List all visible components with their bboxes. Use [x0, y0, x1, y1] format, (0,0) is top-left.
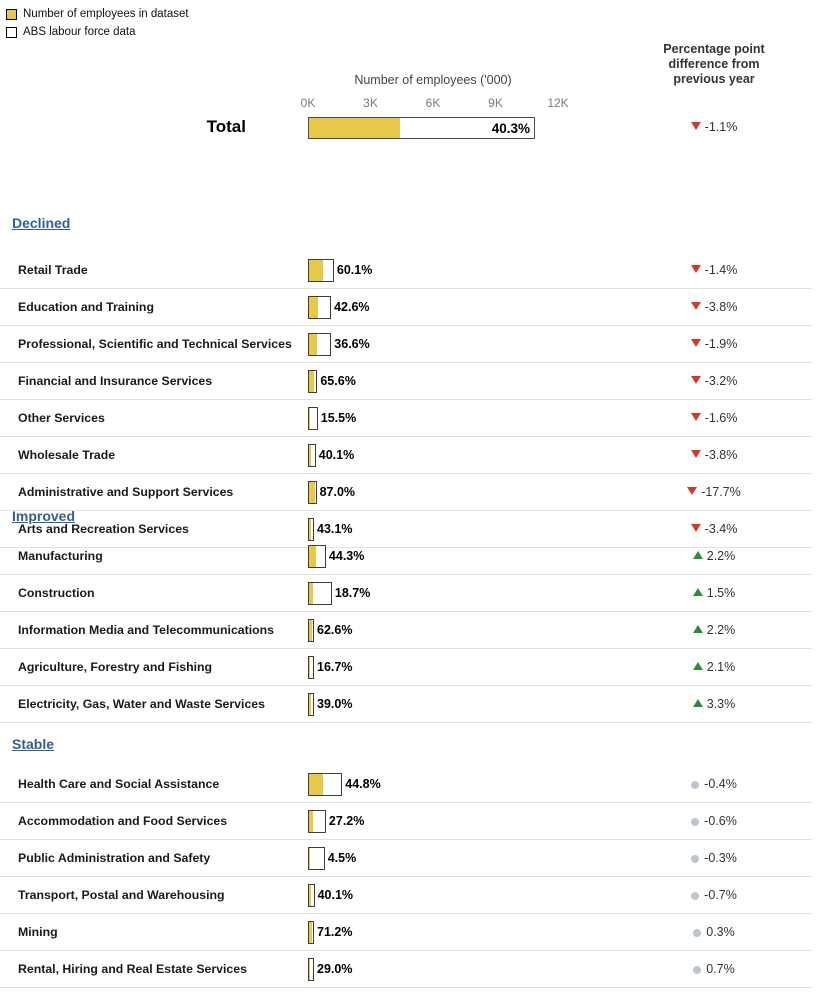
circle-flat-icon — [691, 855, 699, 863]
legend-swatch-icon — [6, 27, 17, 38]
circle-flat-icon — [693, 929, 701, 937]
x-axis-tick-label: 9K — [488, 96, 503, 110]
bar-fill — [309, 445, 311, 466]
bar-value-label: 40.1% — [317, 888, 354, 902]
bar-fill — [309, 959, 310, 980]
bar-fill — [309, 657, 310, 678]
bar-value-label: 18.7% — [334, 586, 371, 600]
total-row — [0, 113, 827, 143]
axis-title: Number of employees ('000) — [354, 73, 512, 87]
delta-value: 2.2% — [706, 623, 736, 637]
table-row[interactable] — [0, 474, 812, 511]
bar-track — [308, 847, 325, 870]
bar-value-label: 65.6% — [320, 374, 356, 388]
row-label: Mining — [18, 925, 58, 939]
bar-fill — [309, 297, 318, 318]
group-heading-declined[interactable]: Declined — [12, 215, 71, 231]
row-label: Manufacturing — [18, 549, 103, 563]
delta-value: -0.4% — [704, 777, 737, 791]
x-axis-ticks — [300, 96, 569, 110]
row-label: Transport, Postal and Warehousing — [18, 888, 225, 902]
delta-cell — [620, 888, 808, 902]
bar-fill — [309, 694, 311, 715]
bar-track — [308, 773, 342, 796]
delta-value: -1.9% — [704, 337, 738, 351]
pp-difference-header — [620, 42, 808, 87]
delta-cell — [620, 623, 808, 637]
delta-cell — [620, 374, 808, 388]
bar-value-label: 4.5% — [327, 851, 357, 865]
bar-fill — [309, 774, 323, 795]
bar-track — [308, 582, 332, 605]
triangle-down-icon — [691, 265, 701, 273]
bar-track — [308, 545, 326, 568]
table-row[interactable] — [0, 803, 812, 840]
delta-cell — [620, 549, 808, 563]
total-bar-fill — [309, 118, 400, 138]
bar-track — [308, 481, 317, 504]
delta-cell — [620, 777, 808, 791]
delta-value: -1.4% — [704, 263, 738, 277]
pp-header-line1: Percentage point — [663, 42, 765, 56]
delta-value: 0.7% — [706, 962, 735, 976]
row-label: Information Media and Telecommunications — [18, 623, 274, 637]
row-label: Arts and Recreation Services — [18, 522, 189, 536]
delta-value: 1.5% — [706, 586, 736, 600]
pp-header-line2: difference from — [668, 57, 760, 71]
triangle-down-icon — [691, 122, 701, 130]
table-row[interactable] — [0, 649, 812, 686]
delta-value: -0.6% — [704, 814, 737, 828]
legend-item-dataset — [6, 6, 189, 22]
bar-track — [308, 259, 334, 282]
bar-fill — [309, 922, 312, 943]
delta-value: 3.3% — [706, 697, 736, 711]
table-row[interactable] — [0, 840, 812, 877]
bar-value-label: 60.1% — [336, 263, 373, 277]
table-row[interactable] — [0, 575, 812, 612]
row-label: Electricity, Gas, Water and Waste Services — [18, 697, 265, 711]
table-row[interactable] — [0, 914, 812, 951]
table-row[interactable] — [0, 951, 812, 988]
pp-header-line3: previous year — [673, 72, 755, 86]
bar-value-label: 27.2% — [328, 814, 365, 828]
triangle-down-icon — [691, 302, 701, 310]
bar-value-label: 87.0% — [319, 485, 356, 499]
bar-track — [308, 333, 331, 356]
bar-fill — [309, 811, 313, 832]
table-row[interactable] — [0, 363, 812, 400]
circle-flat-icon — [693, 966, 701, 974]
row-label: Financial and Insurance Services — [18, 374, 213, 388]
delta-cell — [620, 697, 808, 711]
row-label: Health Care and Social Assistance — [18, 777, 220, 791]
bar-track — [308, 444, 316, 467]
delta-value: 0.3% — [706, 925, 735, 939]
row-label: Wholesale Trade — [18, 448, 116, 462]
total-delta-value: -1.1% — [704, 120, 738, 134]
row-label: Accommodation and Food Services — [18, 814, 228, 828]
delta-cell — [620, 485, 808, 499]
chart-legend — [6, 6, 189, 42]
row-label: Education and Training — [18, 300, 154, 314]
bar-value-label: 44.3% — [328, 549, 365, 563]
group-heading-stable[interactable]: Stable — [12, 736, 55, 752]
triangle-down-icon — [691, 376, 701, 384]
bar-fill — [309, 371, 314, 392]
delta-cell — [620, 411, 808, 425]
delta-value: -0.3% — [704, 851, 737, 865]
delta-value: -3.4% — [704, 522, 738, 536]
circle-flat-icon — [691, 781, 699, 789]
row-label: Agriculture, Forestry and Fishing — [18, 660, 213, 674]
triangle-down-icon — [691, 413, 701, 421]
bar-fill — [309, 583, 313, 604]
delta-value: 2.1% — [706, 660, 736, 674]
delta-cell — [620, 962, 808, 976]
table-row[interactable] — [0, 612, 812, 649]
bar-value-label: 62.6% — [317, 623, 353, 637]
bar-track — [308, 921, 314, 944]
delta-cell — [620, 586, 808, 600]
row-label: Other Services — [18, 411, 105, 425]
delta-cell — [620, 660, 808, 674]
bar-track — [308, 407, 318, 430]
triangle-up-icon — [693, 699, 703, 707]
delta-cell — [620, 814, 808, 828]
table-row[interactable] — [0, 326, 812, 363]
row-label: Public Administration and Safety — [18, 851, 211, 865]
table-row[interactable] — [0, 252, 812, 289]
delta-value: -3.2% — [704, 374, 738, 388]
total-bar — [308, 117, 535, 139]
bar-track — [308, 370, 317, 393]
bar-fill — [309, 260, 323, 281]
bar-value-label: 15.5% — [320, 411, 357, 425]
bar-value-label: 40.1% — [318, 448, 355, 462]
row-label: Professional, Scientific and Technical Services — [18, 337, 292, 351]
triangle-down-icon — [687, 487, 697, 495]
x-axis-tick-label: 3K — [363, 96, 378, 110]
row-label: Rental, Hiring and Real Estate Services — [18, 962, 247, 976]
delta-cell — [620, 851, 808, 865]
total-bar-value: 40.3% — [491, 121, 531, 136]
delta-value: -17.7% — [701, 485, 741, 499]
total-delta — [620, 120, 808, 134]
bar-track — [308, 884, 315, 907]
x-axis-tick-label: 0K — [300, 96, 316, 110]
triangle-down-icon — [691, 524, 701, 532]
bar-value-label: 36.6% — [334, 337, 370, 351]
row-label: Construction — [18, 586, 95, 600]
bar-value-label: 42.6% — [334, 300, 370, 314]
table-row[interactable] — [0, 437, 812, 474]
legend-label-dataset: Number of employees in dataset — [23, 8, 189, 20]
legend-swatch-icon — [6, 9, 17, 20]
delta-cell — [620, 448, 808, 462]
bar-fill — [309, 620, 312, 641]
bar-track — [308, 958, 314, 981]
bar-fill — [309, 848, 310, 869]
delta-cell — [620, 300, 808, 314]
delta-cell — [620, 263, 808, 277]
table-row[interactable] — [0, 538, 812, 575]
triangle-down-icon — [691, 339, 701, 347]
row-label: Retail Trade — [18, 263, 88, 277]
x-axis-tick-label: 6K — [425, 96, 441, 110]
group-heading-improved[interactable]: Improved — [12, 508, 76, 524]
row-label: Administrative and Support Services — [18, 485, 234, 499]
legend-item-abs — [6, 24, 189, 40]
triangle-up-icon — [693, 625, 703, 633]
bar-fill — [309, 546, 316, 567]
delta-value: -1.6% — [704, 411, 738, 425]
total-label: Total — [206, 117, 246, 136]
bar-fill — [309, 885, 311, 906]
bar-track — [308, 693, 314, 716]
bar-track — [308, 619, 314, 642]
bar-track — [308, 656, 314, 679]
bar-value-label: 71.2% — [317, 925, 353, 939]
table-row[interactable] — [0, 289, 812, 326]
delta-cell — [620, 337, 808, 351]
bar-value-label: 43.1% — [317, 522, 353, 536]
table-row[interactable] — [0, 400, 812, 437]
triangle-up-icon — [693, 551, 703, 559]
table-row[interactable] — [0, 877, 812, 914]
bar-fill — [309, 482, 315, 503]
bar-fill — [309, 519, 311, 540]
triangle-up-icon — [693, 588, 703, 596]
triangle-down-icon — [691, 450, 701, 458]
delta-value: -3.8% — [704, 448, 738, 462]
delta-value: 2.2% — [706, 549, 736, 563]
legend-label-abs: ABS labour force data — [23, 26, 136, 38]
bar-value-label: 16.7% — [317, 660, 353, 674]
bar-fill — [309, 334, 317, 355]
circle-flat-icon — [691, 892, 699, 900]
delta-value: -0.7% — [704, 888, 737, 902]
delta-cell — [620, 925, 808, 939]
bar-track — [308, 810, 326, 833]
delta-value: -3.8% — [704, 300, 738, 314]
x-axis-tick-label: 12K — [547, 96, 569, 110]
triangle-up-icon — [693, 662, 703, 670]
table-row[interactable] — [0, 766, 812, 803]
bar-fill — [309, 408, 310, 429]
table-row[interactable] — [0, 686, 812, 723]
delta-cell — [620, 522, 808, 536]
bar-value-label: 39.0% — [317, 697, 353, 711]
bar-value-label: 29.0% — [317, 962, 353, 976]
circle-flat-icon — [691, 818, 699, 826]
bar-track — [308, 296, 331, 319]
bar-value-label: 44.8% — [345, 777, 381, 791]
